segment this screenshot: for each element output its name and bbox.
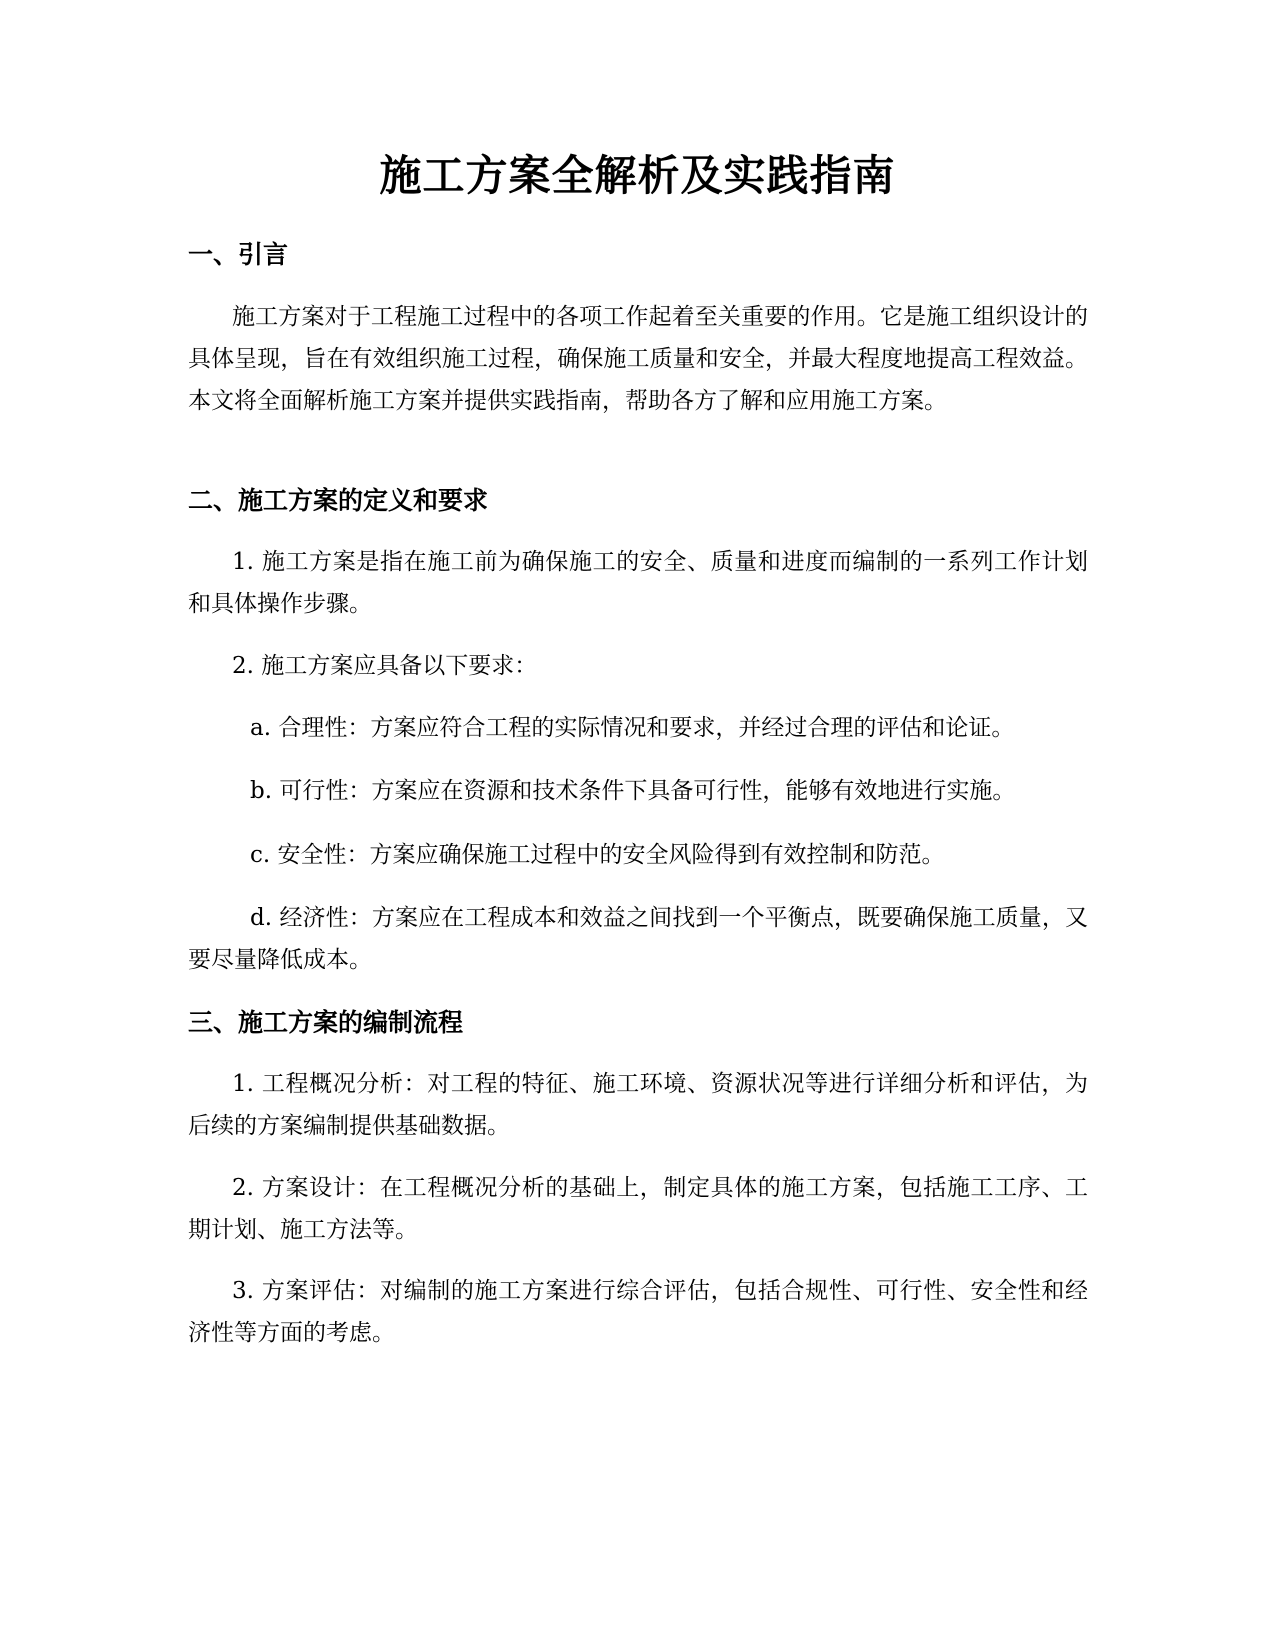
requirement-item-d: d. 经济性：方案应在工程成本和效益之间找到一个平衡点，既要确保施工质量，又要尽量降低成本。	[188, 905, 1088, 973]
process-item-1: 1. 工程概况分析：对工程的特征、施工环境、资源状况等进行详细分析和评估，为后续的方案编制提供基础数据。	[188, 1071, 1088, 1139]
process-item-3: 3. 方案评估：对编制的施工方案进行综合评估，包括合规性、可行性、安全性和经济性等方面的考虑。	[188, 1278, 1088, 1346]
document-title: 施工方案全解析及实践指南	[379, 151, 896, 200]
process-item-2: 2. 方案设计：在工程概况分析的基础上，制定具体的施工方案，包括施工工序、工期计划、施工方法等。	[188, 1175, 1088, 1243]
section-heading-process: 三、施工方案的编制流程	[188, 1008, 464, 1037]
section-heading-definition: 二、施工方案的定义和要求	[188, 486, 489, 515]
section-heading-introduction: 一、引言	[188, 240, 289, 269]
intro-paragraph: 施工方案对于工程施工过程中的各项工作起着至关重要的作用。它是施工组织设计的具体呈现，旨在有效组织施工过程，确保施工质量和安全，并最大程度地提高工程效益。本文将全面解析施工方案并提供实践指南，帮助各方了解和应用施工方案。	[188, 304, 1088, 414]
definition-item-2: 2. 施工方案应具备以下要求：	[232, 653, 538, 679]
requirement-item-a: a. 合理性：方案应符合工程的实际情况和要求，并经过合理的评估和论证。	[250, 715, 1015, 741]
requirement-item-c: c. 安全性：方案应确保施工过程中的安全风险得到有效控制和防范。	[250, 842, 945, 868]
definition-item-1: 1. 施工方案是指在施工前为确保施工的安全、质量和进度而编制的一系列工作计划和具体操作步骤。	[188, 549, 1088, 617]
requirement-item-b: b. 可行性：方案应在资源和技术条件下具备可行性，能够有效地进行实施。	[250, 778, 1016, 804]
